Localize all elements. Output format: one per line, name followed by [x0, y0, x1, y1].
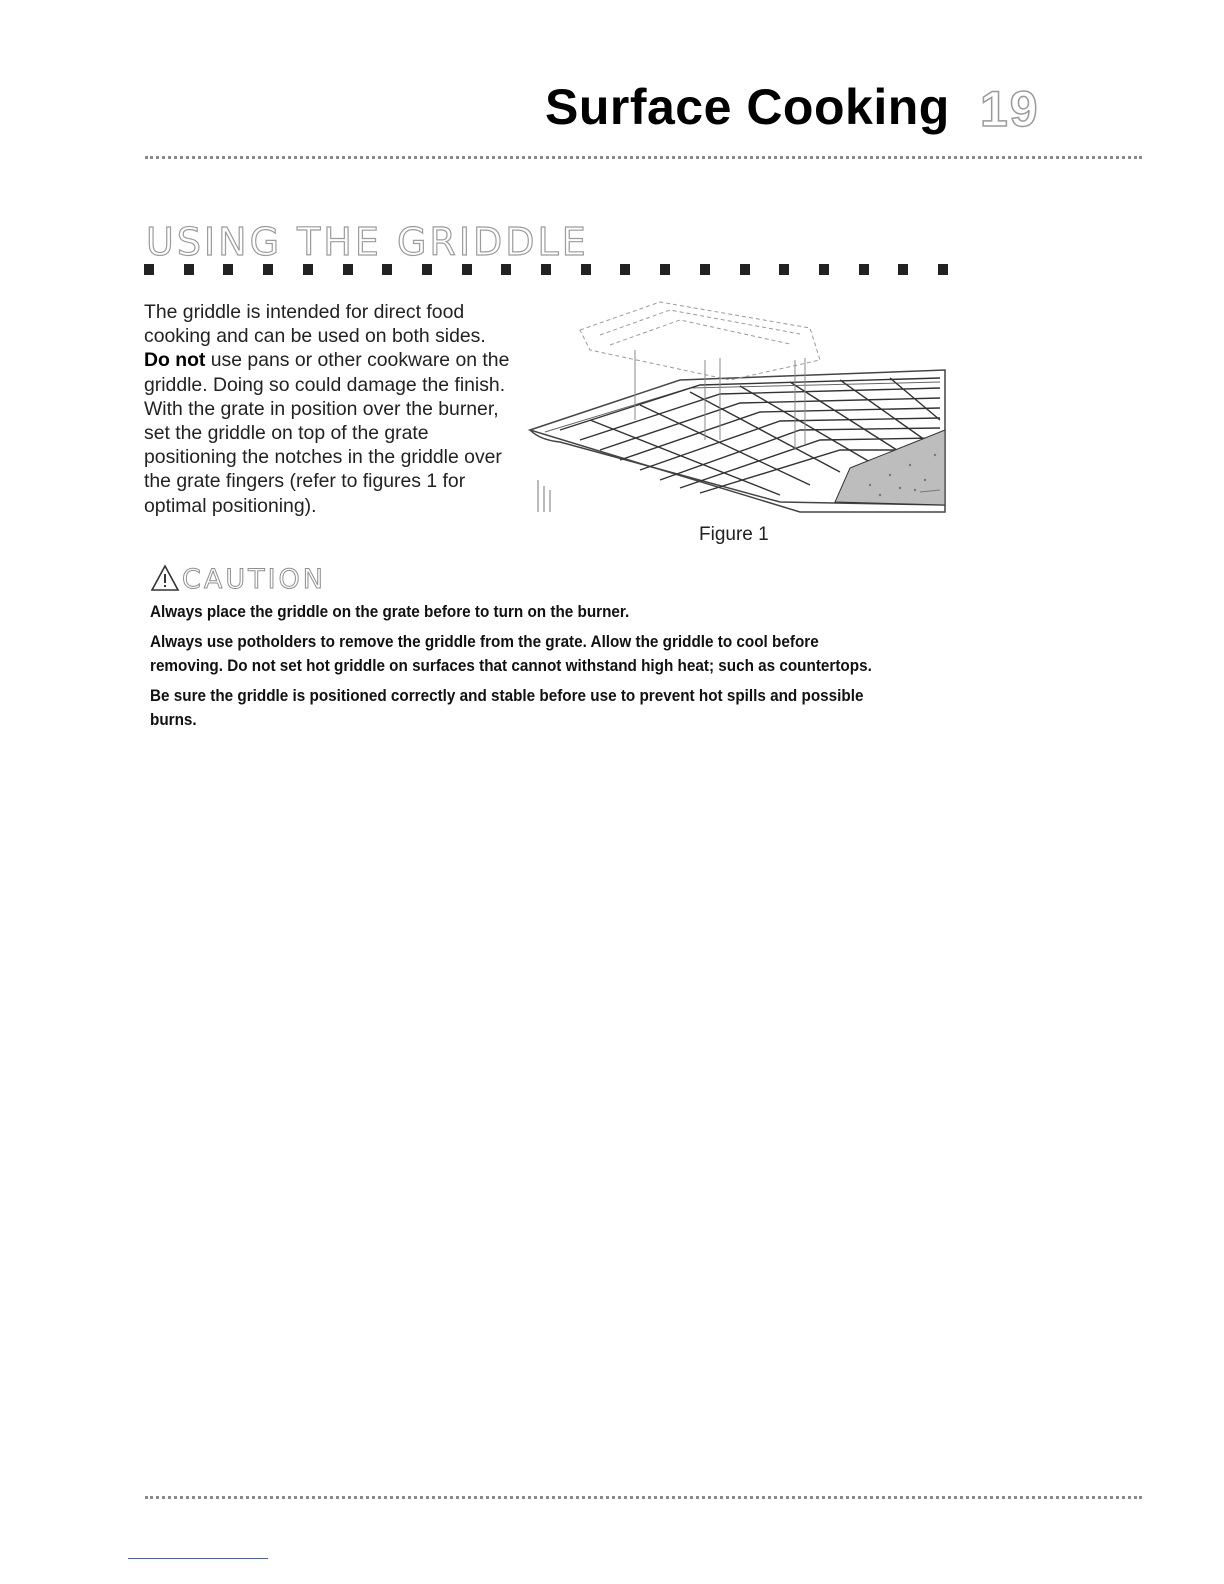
- body-text-bold: Do not: [144, 349, 206, 372]
- heading-square: [660, 264, 670, 275]
- heading-square: [422, 264, 432, 275]
- caution-item: Always use potholders to remove the griddle from the grate. Allow the griddle to cool before removing. Do not set hot griddle on surfaces that cannot withstand high heat; such as countertops.: [150, 632, 872, 675]
- section-heading: USING THE GRIDDLE: [146, 220, 589, 264]
- caution-label: CAUTION: [182, 564, 326, 595]
- page-number: 19: [980, 81, 1040, 137]
- figure-caption: Figure 1: [699, 524, 769, 545]
- caution-list: [150, 600, 877, 738]
- footer-divider: [145, 1496, 1142, 1499]
- heading-square: [581, 264, 591, 275]
- section-body: [144, 300, 514, 518]
- griddle-on-grate-illustration: [520, 290, 950, 520]
- body-text-part-1: The griddle is intended for direct food cooking and can be used on both sides.: [144, 301, 486, 348]
- caution-item: Always place the griddle on the grate before to turn on the burner.: [150, 602, 630, 621]
- body-text-part-2: use pans or other cookware on the griddle. Doing so could damage the finish. With the grate in position over the burner, set the griddle on top of the grate positioning the notches in the griddle over the grate fingers (refer to figures 1 for optimal positioning).: [144, 349, 510, 517]
- heading-square: [263, 264, 273, 275]
- page-title: Surface Cooking: [545, 79, 950, 135]
- footer-underline: [128, 1558, 268, 1559]
- heading-square: [382, 264, 392, 275]
- heading-square: [343, 264, 353, 275]
- heading-square: [779, 264, 789, 275]
- heading-square: [898, 264, 908, 275]
- warning-triangle-icon: [150, 564, 180, 592]
- header-divider: [145, 156, 1142, 159]
- heading-square: [303, 264, 313, 275]
- heading-square: [819, 264, 829, 275]
- caution-item: Be sure the griddle is positioned correctly and stable before use to prevent hot spills and possible burns.: [150, 686, 864, 729]
- heading-square: [501, 264, 511, 275]
- heading-square: [700, 264, 710, 275]
- heading-square: [223, 264, 233, 275]
- heading-square: [938, 264, 948, 275]
- heading-square: [541, 264, 551, 275]
- heading-square: [462, 264, 472, 275]
- heading-square: [144, 264, 154, 275]
- heading-square: [859, 264, 869, 275]
- heading-underline-squares: [144, 264, 950, 276]
- heading-square: [184, 264, 194, 275]
- heading-square: [620, 264, 630, 275]
- heading-square: [740, 264, 750, 275]
